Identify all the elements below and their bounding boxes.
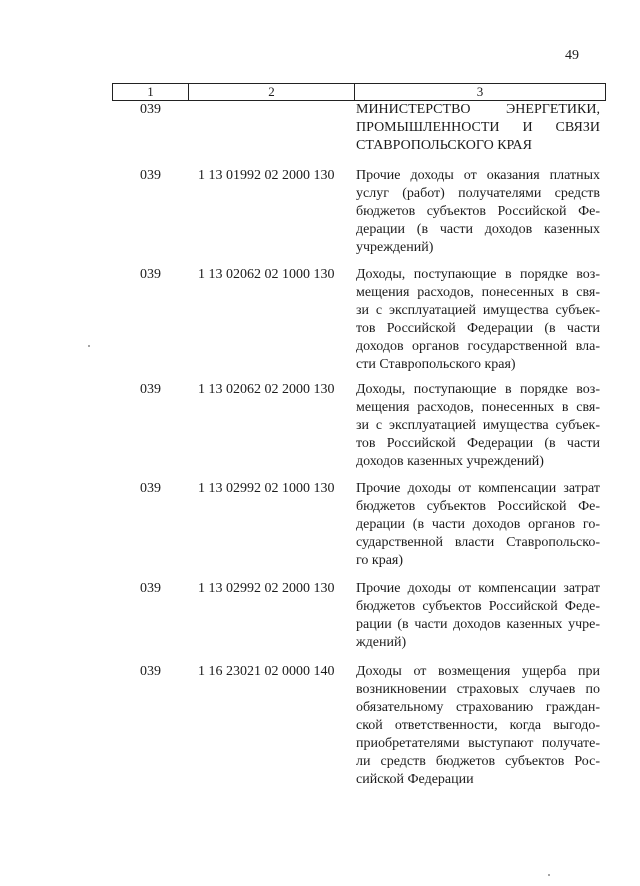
column-header-2: 2 [189,84,355,100]
revenue-code-cell: 1 16 23021 02 0000 140 [198,664,335,679]
description-line: доходов казенных учреждений) [356,454,544,469]
revenue-description-cell [356,101,600,155]
description-line: ли средств бюджетов субъектов Рос- [356,754,600,769]
admin-code-cell: 039 [140,267,161,282]
revenue-code-cell: 1 13 02062 02 1000 130 [198,267,335,282]
revenue-description-cell [356,663,600,789]
admin-code-cell: 039 [140,168,161,183]
description-line: учреждений) [356,240,434,255]
description-line: тов Российской Федерации (в части [356,436,600,451]
description-line: бюджетов субъектов Российской Феде- [356,599,600,614]
scan-speck [548,874,550,876]
admin-code-cell: 039 [140,664,161,679]
description-line: Доходы, поступающие в порядке воз- [356,382,600,397]
description-line: сти Ставропольского края) [356,357,516,372]
description-line: обязательному страхованию граждан- [356,700,600,715]
description-line: Прочие доходы от компенсации затрат [356,581,600,596]
admin-code-cell: 039 [140,581,161,596]
description-line: возникновении страховых случаев по [356,682,600,697]
table-header [112,83,606,101]
description-line: приобретателями выступают получате- [356,736,600,751]
scan-speck [88,345,90,347]
description-line: тов Российской Федерации (в части [356,321,600,336]
description-line: зи с эксплуатацией имущества субъек- [356,303,600,318]
description-line: доходов органов государственной вла- [356,339,600,354]
description-line: Прочие доходы от оказания платных [356,168,600,183]
description-line: го края) [356,553,404,568]
description-line: ской ответственности, когда выгодо- [356,718,600,733]
revenue-code-cell: 1 13 02992 02 2000 130 [198,581,335,596]
admin-code-cell: 039 [140,382,161,397]
description-line: МИНИСТЕРСТВО ЭНЕРГЕТИКИ, [356,102,600,117]
revenue-description-cell [356,480,600,570]
revenue-code-cell: 1 13 02992 02 1000 130 [198,481,335,496]
description-line: Доходы, поступающие в порядке воз- [356,267,600,282]
description-line: Прочие доходы от компенсации затрат [356,481,600,496]
description-line: сударственной власти Ставропольско- [356,535,600,550]
description-line: дерации (в части доходов органов го- [356,517,600,532]
description-line: бюджетов субъектов Российской Фе- [356,204,600,219]
description-line: мещения расходов, понесенных в свя- [356,285,600,300]
description-line: дерации (в части доходов казенных [356,222,600,237]
description-line: мещения расходов, понесенных в свя- [356,400,600,415]
admin-code-cell: 039 [140,102,161,117]
revenue-description-cell [356,580,600,652]
description-line: рации (в части доходов казенных учре- [356,617,600,632]
revenue-description-cell [356,266,600,374]
revenue-code-cell: 1 13 02062 02 2000 130 [198,382,335,397]
revenue-description-cell [356,167,600,257]
admin-code-cell: 039 [140,481,161,496]
description-line: зи с эксплуатацией имущества субъек- [356,418,600,433]
description-line: Доходы от возмещения ущерба при [356,664,600,679]
revenue-code-cell: 1 13 01992 02 2000 130 [198,168,335,183]
description-line: бюджетов субъектов Российской Фе- [356,499,600,514]
revenue-description-cell [356,381,600,471]
description-line: ПРОМЫШЛЕННОСТИ И СВЯЗИ [356,120,600,135]
page-number: 49 [565,48,579,63]
column-header-3: 3 [476,84,484,99]
column-header-1: 1 [113,84,189,100]
description-line: СТАВРОПОЛЬСКОГО КРАЯ [356,138,532,153]
description-line: услуг (работ) получателями средств [356,186,600,201]
description-line: сийской Федерации [356,772,474,787]
description-line: ждений) [356,635,407,650]
